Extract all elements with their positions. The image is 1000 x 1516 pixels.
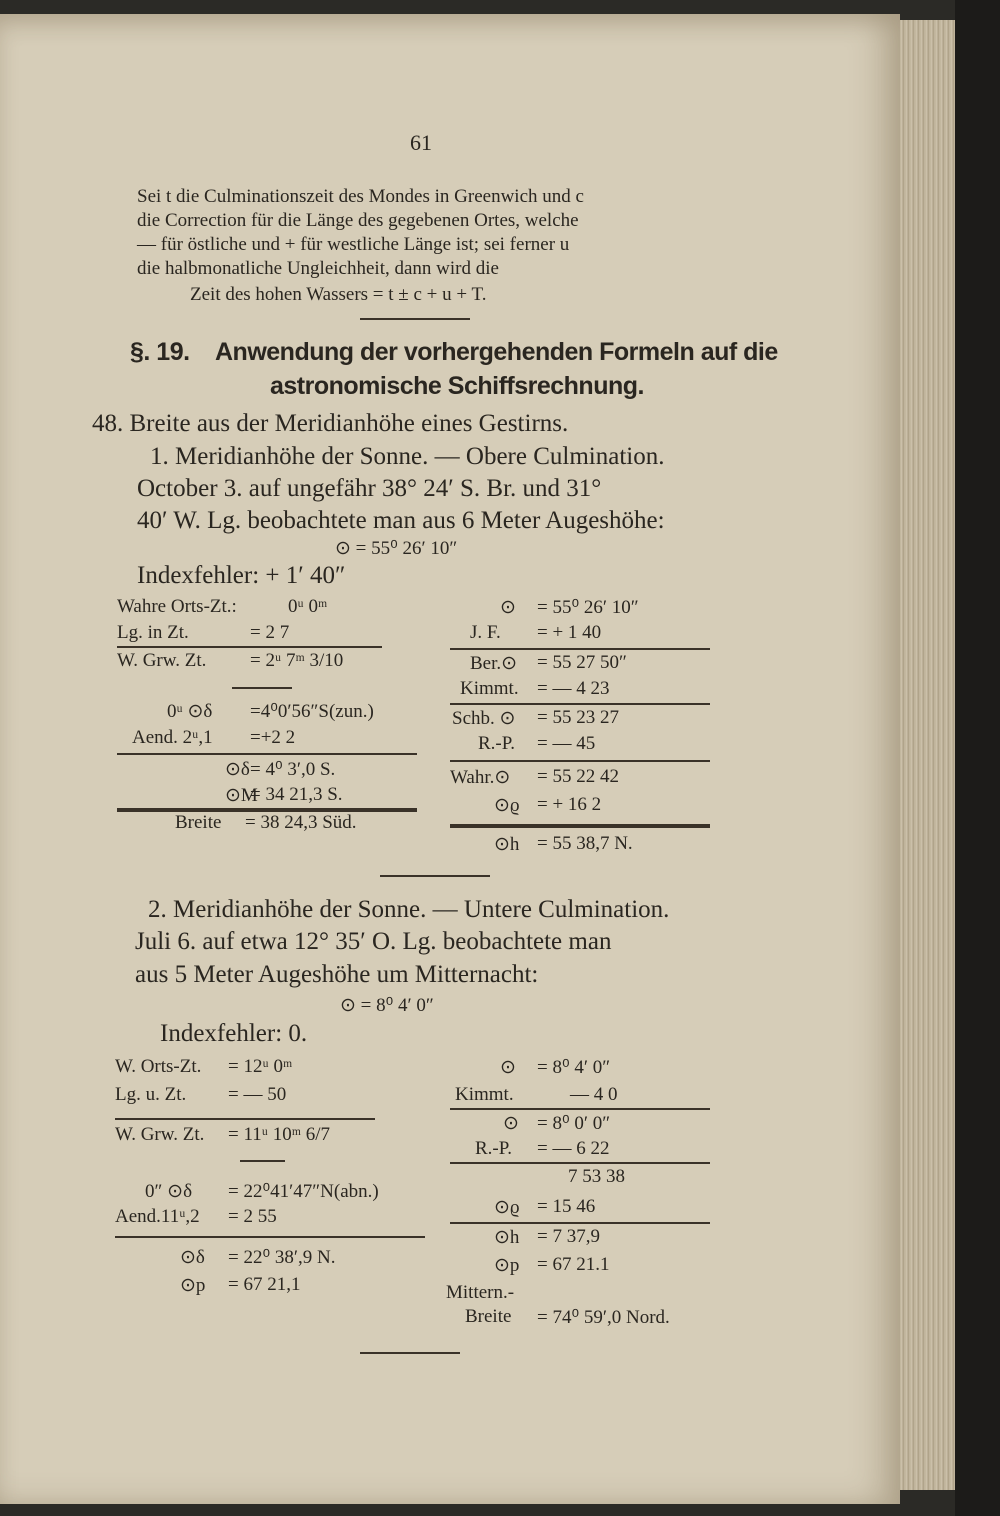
ex2-left-value: = 22⁰41′47″N(abn.): [228, 1181, 379, 1202]
ex2-left-label: W. Orts-Zt.: [115, 1056, 202, 1077]
ex1-left-value: 0ᵘ 0ᵐ: [288, 596, 328, 617]
ex1-right-value: = 55 23 27: [537, 707, 619, 728]
ex1-left-label: W. Grw. Zt.: [117, 650, 207, 671]
ex1-right-label: Schb. ⊙: [452, 708, 516, 729]
ex2-left-label: Aend.11ᵘ,2: [115, 1206, 200, 1227]
ex2-left-value: = 11ᵘ 10ᵐ 6/7: [228, 1124, 331, 1145]
ex2-left-value: = 2 55: [228, 1206, 277, 1227]
ex2-left-value: = — 50: [228, 1084, 287, 1105]
ex1-left-value: = 38 24,3 Süd.: [245, 812, 357, 833]
ex2-right-value: = — 6 22: [537, 1138, 610, 1159]
ex1-right-value: = — 4 23: [537, 678, 610, 699]
ex1-left-label: Wahre Orts-Zt.:: [117, 596, 237, 617]
ex1-right-label: J. F.: [470, 622, 501, 643]
intro-formula: Zeit des hohen Wassers = t ± c + u + T.: [190, 284, 487, 305]
ex1-left-value: = 4⁰ 3′,0 S.: [250, 759, 336, 780]
rule: [115, 1236, 425, 1238]
intro-line-1: Sei t die Culminationszeit des Mondes in Greenwich und c: [137, 186, 584, 207]
ex1-right-value: = — 45: [537, 733, 596, 754]
ex1-line-2: October 3. auf ungefähr 38° 24′ S. Br. und 31°: [137, 475, 602, 502]
book-binding: [955, 0, 1000, 1516]
ex1-indexfehler: Indexfehler: + 1′ 40″: [137, 562, 346, 589]
ex2-right-value: = 7 37,9: [537, 1226, 600, 1247]
section-number: §. 19.: [130, 338, 190, 366]
ex2-line-2: Juli 6. auf etwa 12° 35′ O. Lg. beobachtete man: [135, 928, 612, 955]
ex2-left-value: = 67 21,1: [228, 1274, 301, 1295]
rule: [450, 1162, 710, 1164]
ex2-left-label: Lg. u. Zt.: [115, 1084, 187, 1105]
ex2-left-value: = 22⁰ 38′,9 N.: [228, 1247, 336, 1268]
ex1-line-3: 40′ W. Lg. beobachtete man aus 6 Meter Augeshöhe:: [137, 507, 665, 534]
ex2-right-label: ⊙: [503, 1113, 519, 1134]
ex2-right-value: = 8⁰ 4′ 0″: [537, 1057, 611, 1078]
ex2-right-value: = 74⁰ 59′,0 Nord.: [537, 1307, 670, 1328]
ex1-right-value: = 55 38,7 N.: [537, 833, 633, 854]
rule: [117, 753, 417, 755]
ex2-right-label: Mittern.-: [446, 1282, 515, 1303]
ex1-right-label: Kimmt.: [460, 678, 519, 699]
ex2-right-label: ⊙p: [494, 1255, 520, 1276]
ex2-line-3: aus 5 Meter Augeshöhe um Mitternacht:: [135, 961, 539, 988]
ex1-left-value: =4⁰0′56″S(zun.): [250, 701, 374, 722]
ex1-left-label: Lg. in Zt.: [117, 622, 189, 643]
section-title-line-2: astronomische Schiffsrechnung.: [270, 372, 644, 400]
section-title-line-1: Anwendung der vorhergehenden Formeln auf die: [215, 338, 778, 366]
ex1-left-label: 0ᵘ ⊙δ: [167, 701, 213, 722]
ex1-left-label: ⊙M: [225, 785, 258, 806]
ex1-right-label: Wahr.⊙: [450, 767, 511, 788]
ex2-left-label: ⊙δ: [180, 1247, 205, 1268]
rule: [240, 1160, 285, 1162]
rule: [115, 1118, 375, 1120]
divider: [360, 318, 470, 320]
ex1-right-label: ⊙ϱ: [494, 795, 520, 816]
ex1-left-label: Breite: [175, 812, 222, 833]
ex1-left-value: =+2 2: [250, 727, 296, 748]
ex1-left-value: = 2 7: [250, 622, 290, 643]
ex1-right-label: ⊙h: [494, 834, 520, 855]
intro-line-3: — für östliche und + für westliche Länge ist; sei ferner u: [137, 234, 570, 255]
rule: [450, 1222, 710, 1224]
ex2-right-value: = 67 21.1: [537, 1254, 610, 1275]
ex2-right-value: — 4 0: [570, 1084, 618, 1105]
rule: [450, 1108, 710, 1110]
divider: [380, 875, 490, 877]
ex2-left-value: = 12ᵘ 0ᵐ: [228, 1056, 293, 1077]
rule: [117, 646, 382, 648]
ex1-right-value: = + 16 2: [537, 794, 602, 815]
rule: [450, 648, 710, 650]
ex1-left-label: ⊙δ: [225, 759, 250, 780]
divider: [360, 1352, 460, 1354]
ex2-indexfehler: Indexfehler: 0.: [160, 1020, 308, 1047]
rule: [450, 703, 710, 705]
ex1-observed: ⊙ = 55⁰ 26′ 10″: [335, 538, 458, 559]
ex2-left-label: 0″ ⊙δ: [145, 1181, 193, 1202]
problem-title: 48. Breite aus der Meridianhöhe eines Gestirns.: [92, 410, 569, 437]
ex1-right-value: = + 1 40: [537, 622, 602, 643]
ex1-left-value: = 34 21,3 S.: [250, 784, 343, 805]
ex2-left-label: ⊙p: [180, 1275, 206, 1296]
ex1-left-label: Aend. 2ᵘ,1: [132, 727, 213, 748]
ex2-line-1: 2. Meridianhöhe der Sonne. — Untere Culmination.: [148, 896, 670, 923]
ex2-right-label: ⊙ϱ: [494, 1197, 520, 1218]
ex2-right-label: ⊙: [500, 1057, 516, 1078]
page-edges: [900, 20, 955, 1490]
rule: [232, 687, 292, 689]
page-number: 61: [410, 130, 432, 155]
ex1-right-label: Ber.⊙: [470, 653, 518, 674]
ex2-left-label: W. Grw. Zt.: [115, 1124, 205, 1145]
ex2-right-value: 7 53 38: [568, 1166, 625, 1187]
intro-line-4: die halbmonatliche Ungleichheit, dann wird die: [137, 258, 499, 279]
ex2-right-label: Breite: [465, 1306, 512, 1327]
ex1-right-value: = 55 22 42: [537, 766, 619, 787]
ex1-right-label: R.-P.: [478, 733, 515, 754]
ex1-right-value: = 55⁰ 26′ 10″: [537, 597, 639, 618]
ex1-line-1: 1. Meridianhöhe der Sonne. — Obere Culmination.: [150, 443, 665, 470]
intro-line-2: die Correction für die Länge des gegebenen Ortes, welche: [137, 210, 579, 231]
ex2-right-value: = 15 46: [537, 1196, 596, 1217]
rule-thick: [450, 824, 710, 828]
ex2-observed: ⊙ = 8⁰ 4′ 0″: [340, 995, 434, 1016]
ex2-right-label: Kimmt.: [455, 1084, 514, 1105]
ex2-right-label: ⊙h: [494, 1227, 520, 1248]
ex1-left-value: = 2ᵘ 7ᵐ 3/10: [250, 650, 344, 671]
ex1-right-label: ⊙: [500, 597, 516, 618]
ex1-right-value: = 55 27 50″: [537, 652, 627, 673]
ex2-right-label: R.-P.: [475, 1138, 512, 1159]
ex2-right-value: = 8⁰ 0′ 0″: [537, 1113, 611, 1134]
rule: [450, 760, 710, 762]
